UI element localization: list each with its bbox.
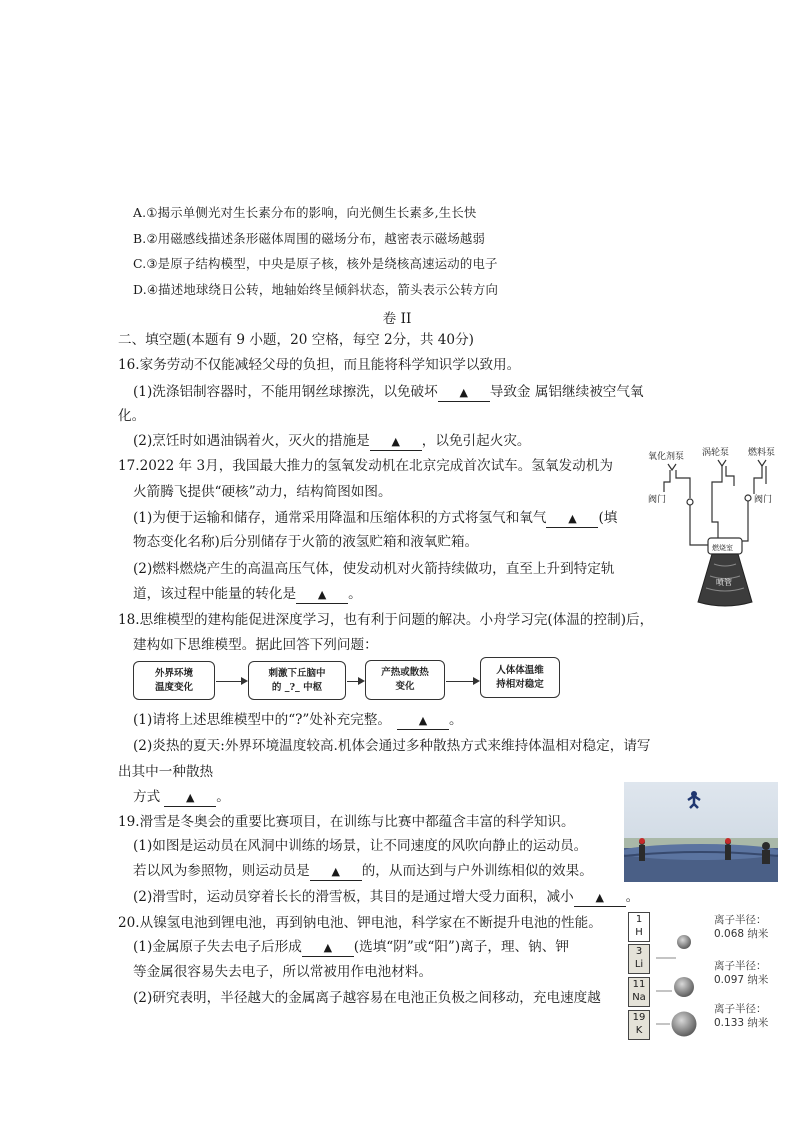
flow-step-3: 产热或散热 变化 <box>365 660 445 700</box>
answer-mark: ▲ <box>391 435 400 448</box>
q19-p1-text-c: 的，从而达到与户外训练相似的效果。 <box>361 863 593 879</box>
q18-blank-1[interactable] <box>397 712 449 730</box>
q20-p1-text-b: (选填“阴”或“阳”)离子，理、钠、钾 <box>353 939 569 955</box>
k-radius-value: 0.133 纳米 <box>714 1017 769 1029</box>
q18-p1-text-a: (1)请将上述思维模型中的“?”处补充完整。 <box>133 712 391 728</box>
q18-p2-text-d: 。 <box>216 789 230 805</box>
q18-stem-a: 18.思维模型的建构能促进深度学习，也有利于问题的解决。小舟学习完(体温的控制)后， <box>118 612 654 628</box>
section-title: 二、填空题(本题有 9 小题，20 空格，每空 2分，共 40分) <box>118 332 474 348</box>
q17-p2-text-b: 道，该过程中能量的转化是 <box>133 586 297 602</box>
element-symbol: Na <box>632 992 646 1003</box>
q18-part2-line3 <box>133 787 230 807</box>
oxidizer-pump-label: 氧化剂泵 <box>648 452 685 462</box>
answer-mark: ▲ <box>323 941 333 954</box>
q18-p2-text-b: 出其中一种散热 <box>118 764 214 780</box>
answer-mark: ▲ <box>185 791 195 804</box>
q20-blank-1[interactable] <box>302 939 354 957</box>
answer-mark: ▲ <box>459 386 468 399</box>
q17-p1-text-c: 物态变化名称)后分别储存于火箭的液氢贮箱和液氧贮箱。 <box>133 534 479 550</box>
combustion-chamber-label: 燃烧室 <box>712 544 733 552</box>
q16-stem: 16.家务劳动不仅能减轻父母的负担，而且能将科学知识学以致用。 <box>118 357 521 373</box>
q17-p2-text-c: 。 <box>348 586 362 602</box>
q16-p1-text-c: 化。 <box>118 408 146 424</box>
engine-diagram <box>640 440 786 608</box>
k-ion-sphere <box>672 1012 697 1037</box>
na-radius-value: 0.097 纳米 <box>714 974 769 986</box>
fuel-pump-label: 燃料泵 <box>748 448 776 458</box>
option-d: D.④描述地球绕日公转，地轴始终呈倾斜状态，箭头表示公转方向 <box>133 282 499 297</box>
flow-step-4: 人体体温维 持相对稳定 <box>480 657 560 698</box>
li-radius-value: 0.068 纳米 <box>714 928 769 940</box>
q18-p1-text-b: 。 <box>448 712 463 728</box>
q19-p2-text-a: (2)滑雪时，运动员穿着长长的滑雪板，其目的是通过增大受力面积，减小 <box>133 889 574 905</box>
element-number: 19 <box>632 1012 646 1023</box>
q19-blank-2[interactable] <box>574 889 626 907</box>
option-a: A.①揭示单侧光对生长素分布的影响，向光侧生长素多,生长快 <box>133 205 477 220</box>
wind-tunnel-photo <box>624 782 778 882</box>
q19-p1-text-b: 若以风为参照物，则运动员是 <box>133 863 310 879</box>
element-symbol: K <box>635 1025 643 1036</box>
answer-mark: ▲ <box>331 865 340 878</box>
element-li <box>628 944 650 974</box>
q18-part1 <box>133 710 463 730</box>
valve-left-label: 阀门 <box>648 495 667 505</box>
q17-stem-a: 17.2022 年 3月，我国最大推力的氢氧发动机在北京完成首次试车。氢氧发动机为 <box>118 458 613 474</box>
q16-blank-1[interactable] <box>438 384 490 402</box>
q19-part1-line2 <box>133 861 593 881</box>
q19-part2 <box>133 887 639 907</box>
q17-part1 <box>133 508 617 528</box>
flow-arrow-2 <box>347 681 363 682</box>
element-number: 3 <box>635 946 643 957</box>
na-radius-label: 离子半径： <box>714 960 767 972</box>
q16-part1 <box>133 382 644 402</box>
q17-stem-b: 火箭腾飞提供“硬核”动力，结构简图如图。 <box>133 484 392 500</box>
q20-p1-text-c: 等金属很容易失去电子，所以常被用作电池材料。 <box>133 964 433 980</box>
flow-arrow-3 <box>446 681 478 682</box>
element-symbol: Li <box>634 959 644 970</box>
option-b: B.②用磁感线描述条形磁体周围的磁场分布，越密表示磁场越弱 <box>133 231 486 246</box>
q17-p1-text-b: (填 <box>598 510 618 526</box>
q17-p1-text-a: (1)为便于运输和储存，通常采用降温和压缩体积的方式将氢气和氧气 <box>133 510 547 526</box>
q19-blank-1[interactable] <box>310 863 362 881</box>
flow-arrow-1 <box>216 681 246 682</box>
wind-tunnel-image <box>624 782 778 882</box>
answer-mark: ▲ <box>568 512 577 525</box>
answer-mark: ▲ <box>418 714 428 727</box>
q16-p1-text-a: (1)洗涤铝制容器时，不能用钢丝球擦洗，以免破坏 <box>133 384 438 400</box>
nozzle-label: 喷管 <box>716 578 732 587</box>
turbine-pump-label: 涡轮泵 <box>702 448 730 458</box>
element-number: 1 <box>635 914 643 925</box>
q17-part2-line2 <box>133 584 362 604</box>
q19-stem: 19.滑雪是冬奥会的重要比赛项目，在训练与比赛中都蕴含丰富的科学知识。 <box>118 814 575 830</box>
q17-blank-1[interactable] <box>546 510 598 528</box>
q19-p2-text-b: 。 <box>625 889 640 905</box>
q20-p2-text-a: (2)研究表明，半径越大的金属离子越容易在电池正负极之间移动，充电速度越 <box>133 990 601 1006</box>
q17-p2-text-a: (2)燃料燃烧产生的高温高压气体，使发动机对火箭持续做功，直至上升到特定轨 <box>133 561 615 577</box>
answer-mark: ▲ <box>317 588 327 601</box>
q16-p1-text-b: 导致金 属铝继续被空气氧 <box>489 384 644 400</box>
q18-p2-text-a: (2)炎热的夏天:外界环境温度较高.机体会通过多种散热方式来维持体温相对稳定，请写 <box>133 738 651 754</box>
element-number: 11 <box>632 979 646 990</box>
q20-part1 <box>133 937 569 957</box>
element-na <box>628 977 650 1007</box>
q16-blank-2[interactable] <box>370 433 422 451</box>
li-ion-sphere <box>677 935 691 949</box>
ion-spheres <box>656 912 712 1042</box>
element-h <box>628 912 650 942</box>
element-symbol: H <box>635 927 643 938</box>
q16-p2-text-a: (2)烹饪时如遇油锅着火，灭火的措施是 <box>133 433 370 449</box>
q18-blank-2[interactable] <box>164 789 216 807</box>
q18-p2-text-c: 方式 <box>133 789 161 805</box>
q18-stem-b: 建构如下思维模型。据此回答下列问题： <box>133 637 378 653</box>
answer-mark: ▲ <box>595 891 604 904</box>
q20-p1-text-a: (1)金属原子失去电子后形成 <box>133 939 302 955</box>
q17-blank-2[interactable] <box>296 586 348 604</box>
na-ion-sphere <box>674 977 694 997</box>
q16-p2-text-b: ，以免引起火灾。 <box>421 433 531 449</box>
flow-step-1: 外界环境 温度变化 <box>133 661 215 700</box>
li-radius-label: 离子半径： <box>714 914 767 926</box>
q16-part2 <box>133 431 531 451</box>
option-c: C.③是原子结构模型，中央是原子核，核外是绕核高速运动的电子 <box>133 256 498 271</box>
k-radius-label: 离子半径： <box>714 1003 767 1015</box>
valve-right-label: 阀门 <box>754 495 773 505</box>
volume-title: 卷 II <box>382 311 412 327</box>
flow-step-2: 刺激下丘脑中 的 _?_ 中枢 <box>248 661 346 700</box>
element-k <box>628 1010 650 1040</box>
q19-p1-text-a: (1)如图是运动员在风洞中训练的场景，让不同速度的风吹向静止的运动员。 <box>133 838 588 854</box>
q20-stem: 20.从镍氢电池到锂电池，再到钠电池、钾电池，科学家在不断提升电池的性能。 <box>118 915 602 931</box>
